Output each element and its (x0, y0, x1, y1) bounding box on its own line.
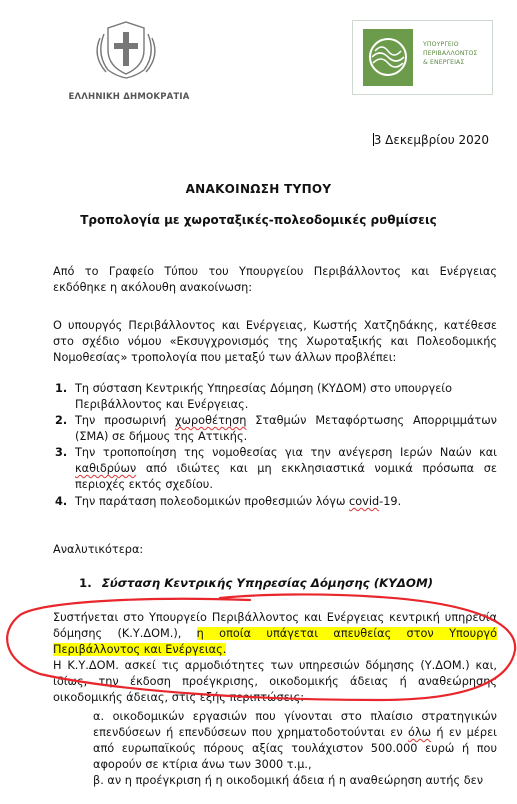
doc-subtitle: Τροπολογία με χωροταξικές-πολεοδομικές ρυθμίσεις (80, 213, 437, 227)
list-number: 2. (55, 414, 68, 427)
misspelled-word: covid (349, 495, 380, 508)
misspelled-word: χωροθέτηση (175, 414, 247, 427)
gov-label: ΕΛΛΗΝΙΚΗ ΔΗΜΟΚΡΑΤΙΑ (68, 92, 190, 102)
logo-line: ΥΠΟΥΡΓΕΙΟ (423, 41, 459, 48)
list-item (55, 381, 497, 413)
intro-paragraph: Από το Γραφείο Τύπου του Υπουργείου Περιβάλλοντος και Ενέργειας εκδόθηκε η ακόλουθη ανακοίνωση: (53, 265, 497, 294)
list-number: 4. (55, 495, 68, 508)
ministry-logo (352, 20, 493, 95)
competence-paragraph: Η Κ.Υ.ΔΟΜ. ασκεί τις αρμοδιότητες των υπηρεσιών δόμησης (Υ.ΔΟΜ.) και, ιδίως, την έκδοση προέγκρισης, οικοδομικής άδειας ή αναθεώρησης οικοδομικής άδειας, στις εξής περιπτώσεις: (53, 659, 497, 704)
date: 3 Δεκεμβρίου 2020 (373, 133, 489, 147)
logo-line: & ΕΝΕΡΓΕΙΑΣ (423, 58, 465, 66)
ministry-emblem-icon (363, 29, 413, 86)
misspelled-word: όλω (408, 726, 432, 739)
sub-item-b: β. αν η προέγκριση ή η οικοδομική άδεια ή η αναθεώρηση αυτής δεν (93, 774, 484, 787)
misspelled-word: καθιδρύων (75, 462, 137, 475)
establish-paragraph: Συστήνεται στο Υπουργείο Περιβάλλοντος και Ενέργειας κεντρική υπηρεσία δόμησης (Κ.Υ.ΔΟΜ.), η οποία υπάγεται απευθείας στον Υπουργό Περιβάλλοντος και Ενέργειας. (53, 611, 497, 656)
section-heading: 1. Σύσταση Κεντρικής Υπηρεσίας Δόμησης (ΚΥΔΟΜ) (79, 576, 434, 590)
list-number: 3. (55, 446, 68, 459)
highlighted-text: η οποία υπάγεται απευθείας στον Υπουργό Περιβάλλοντος και Ενέργειας. (53, 627, 497, 656)
list-number: 1. (55, 382, 68, 395)
paragraph: Ο υπουργός Περιβάλλοντος και Ενέργειας, Κωστής Χατζηδάκης, κατέθεσε στο σχέδιο νόμου «Εκσυγχρονισμός της Χωροταξικής και Πολεοδομικής Νομοθεσίας» τροπολογία που μεταξύ των άλλων προβλέπει: (53, 319, 497, 364)
list-item: 2. Την προσωρινή χωροθέτηση Σταθμών Μεταφόρτωσης Απορριμμάτων (ΣΜΑ) σε δήμους της Αττικής. (55, 414, 497, 443)
list-text: Τη σύσταση Κεντρικής Υπηρεσίας Δόμηση (ΚΥΔΟΜ) στο υπουργείο Περιβάλλοντος και Ενέργειας. (75, 382, 453, 411)
greek-coat-of-arms-icon (86, 14, 166, 84)
logo-line: ΠΕΡΙΒΑΛΛΟΝΤΟΣ (423, 49, 478, 57)
list-item: 3. Την τροποποίηση της νομοθεσίας για την ανέγερση Ιερών Ναών και καθιδρύων από ιδιώτες και μη εκκλησιαστικά νομικά πρόσωπα σε περιοχές εκτός σχεδίου. (55, 446, 497, 491)
list-item: 4. Την παράταση πολεοδομικών προθεσμιών λόγω covid-19. (55, 495, 402, 508)
details-label: Αναλυτικότερα: (53, 543, 144, 556)
sub-item-a: α. οικοδομικών εργασιών που γίνονται στο πλαίσιο στρατηγικών επενδύσεων ή επενδύσεων που χρηματοδοτούνται εν όλω ή εν μέρει από ευρωπαϊκούς πόρους αξίας τουλάχιστον 500.000 ευρώ ή που αφορούν σε κτίρια άνω των 3000 τ.μ., (93, 710, 497, 771)
doc-title: ΑΝΑΚΟΙΝΩΣΗ ΤΥΠΟΥ (185, 182, 332, 196)
